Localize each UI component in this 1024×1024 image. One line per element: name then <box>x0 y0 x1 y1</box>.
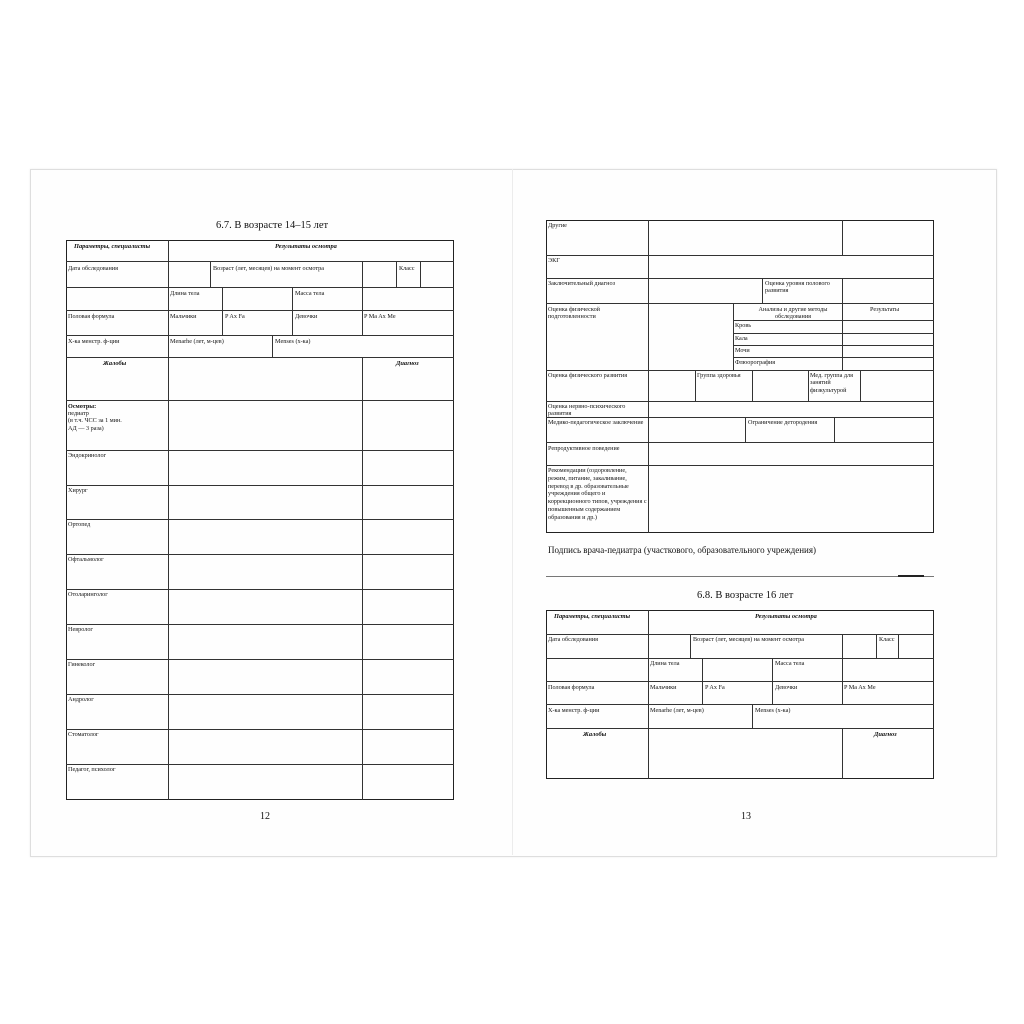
specialist-row: Хирург <box>68 487 88 494</box>
recommendations-label: Рекомендации (оздоровление, режим, питание, закаливание, перевод в др. образовательные учреждения общего и коррекционного типов, учреждения с повышенным содержанием образования и др.) <box>548 467 647 521</box>
exam-date-label: Дата обследования <box>548 636 598 643</box>
section-title-14-15: 6.7. В возрасте 14–15 лет <box>216 220 329 231</box>
neuro-label: Оценка нервно-психического развития <box>548 403 626 418</box>
health-group-label: Группа здоровья <box>697 372 741 379</box>
specialist-row: Педагог, психолог <box>68 766 116 773</box>
col-results-header: Результаты осмотра <box>275 243 337 250</box>
sex-formula-label: Половая формула <box>548 684 595 691</box>
menstr-label: Х-ка менстр. ф-ции <box>548 707 600 714</box>
menses-label: Menses (х-ка) <box>755 707 791 714</box>
body-length-label: Длина тела <box>650 660 680 667</box>
signature-label: Подпись врача-педиатра (участкового, образовательного учреждения) <box>548 545 816 555</box>
exams-title: Осмотры: <box>68 403 97 410</box>
menses-label: Menses (х-ка) <box>275 338 311 345</box>
diagnosis-header: Диагноз <box>874 731 897 738</box>
complaints-header: Жалобы <box>103 360 127 367</box>
exam-date-label: Дата обследования <box>68 265 118 272</box>
specialist-row: Стоматолог <box>68 731 99 738</box>
sex-formula-label: Половая формула <box>68 313 115 320</box>
section-title-16: 6.8. В возрасте 16 лет <box>697 590 794 601</box>
age-label: Возраст (лет, месяцев) на момент осмотра <box>213 265 324 272</box>
body-mass-label: Масса тела <box>775 660 805 667</box>
table-border <box>66 240 454 800</box>
analyses-label: Анализы и другие методы обследования <box>758 306 828 321</box>
col-params-header: Параметры, специалисты <box>554 613 631 620</box>
boys-formula: P Ax Fa <box>225 313 245 320</box>
ekg-label: ЭКГ <box>548 257 560 264</box>
col-results-header: Результаты осмотра <box>755 613 817 620</box>
specialist-row: Ортопед <box>68 521 91 528</box>
menarhe-label: Menarhe (лет, м-цев) <box>170 338 224 345</box>
age-label: Возраст (лет, месяцев) на момент осмотра <box>693 636 804 643</box>
med-group-label: Мед. группа для занятий физкультурой <box>810 372 853 394</box>
girls-label: Девочки <box>295 313 318 320</box>
specialist-row: Отоларинголог <box>68 591 108 598</box>
signature-line <box>546 576 934 577</box>
final-diagnosis-label: Заключительный диагноз <box>548 280 616 287</box>
specialist-row: Невролог <box>68 626 93 633</box>
results-label: Результаты <box>870 306 900 313</box>
girls-formula: P Ma Ax Me <box>844 684 876 691</box>
childbearing-label: Ограничение детородения <box>748 419 818 426</box>
sexual-dev-label: Оценка уровня полового развития <box>765 280 830 295</box>
boys-label: Мальчики <box>650 684 677 691</box>
blood-label: Кровь <box>735 322 752 329</box>
body-mass-label: Масса тела <box>295 290 325 297</box>
body-length-label: Длина тела <box>170 290 200 297</box>
page-number-right: 13 <box>741 811 751 822</box>
complaints-header: Жалобы <box>583 731 607 738</box>
phys-prep-label: Оценка физической подготовленности <box>548 306 600 321</box>
urine-label: Мочи <box>735 347 750 354</box>
class-label: Класс <box>399 265 415 272</box>
menstr-label: Х-ка менстр. ф-ции <box>68 338 120 345</box>
girls-formula: P Ma Ax Me <box>364 313 396 320</box>
class-label: Класс <box>879 636 895 643</box>
fluoro-label: Флюорография <box>735 359 776 366</box>
page-number-left: 12 <box>260 811 270 822</box>
pediatrician-label: педиатр (в т.ч. ЧСС за 1 мин. АД — 3 раза) <box>68 410 122 432</box>
boys-label: Мальчики <box>170 313 197 320</box>
specialist-row: Эндокринолог <box>68 452 107 459</box>
feces-label: Кала <box>735 335 748 342</box>
menarhe-label: Menarhe (лет, м-цев) <box>650 707 704 714</box>
col-params-header: Параметры, специалисты <box>74 243 151 250</box>
specialist-row: Офтальмолог <box>68 556 104 563</box>
other-label: Другие <box>548 222 567 229</box>
specialist-row: Андролог <box>68 696 94 703</box>
phys-dev-label: Оценка физического развития <box>548 372 628 379</box>
diagnosis-header: Диагноз <box>396 360 419 367</box>
boys-formula: P Ax Fa <box>705 684 725 691</box>
specialist-row: Гинеколог <box>68 661 96 668</box>
med-ped-label: Медико-педагогическое заключение <box>548 419 644 426</box>
girls-label: Девочки <box>775 684 798 691</box>
reproductive-label: Репродуктивное поведение <box>548 445 620 452</box>
page-spine <box>512 169 513 855</box>
